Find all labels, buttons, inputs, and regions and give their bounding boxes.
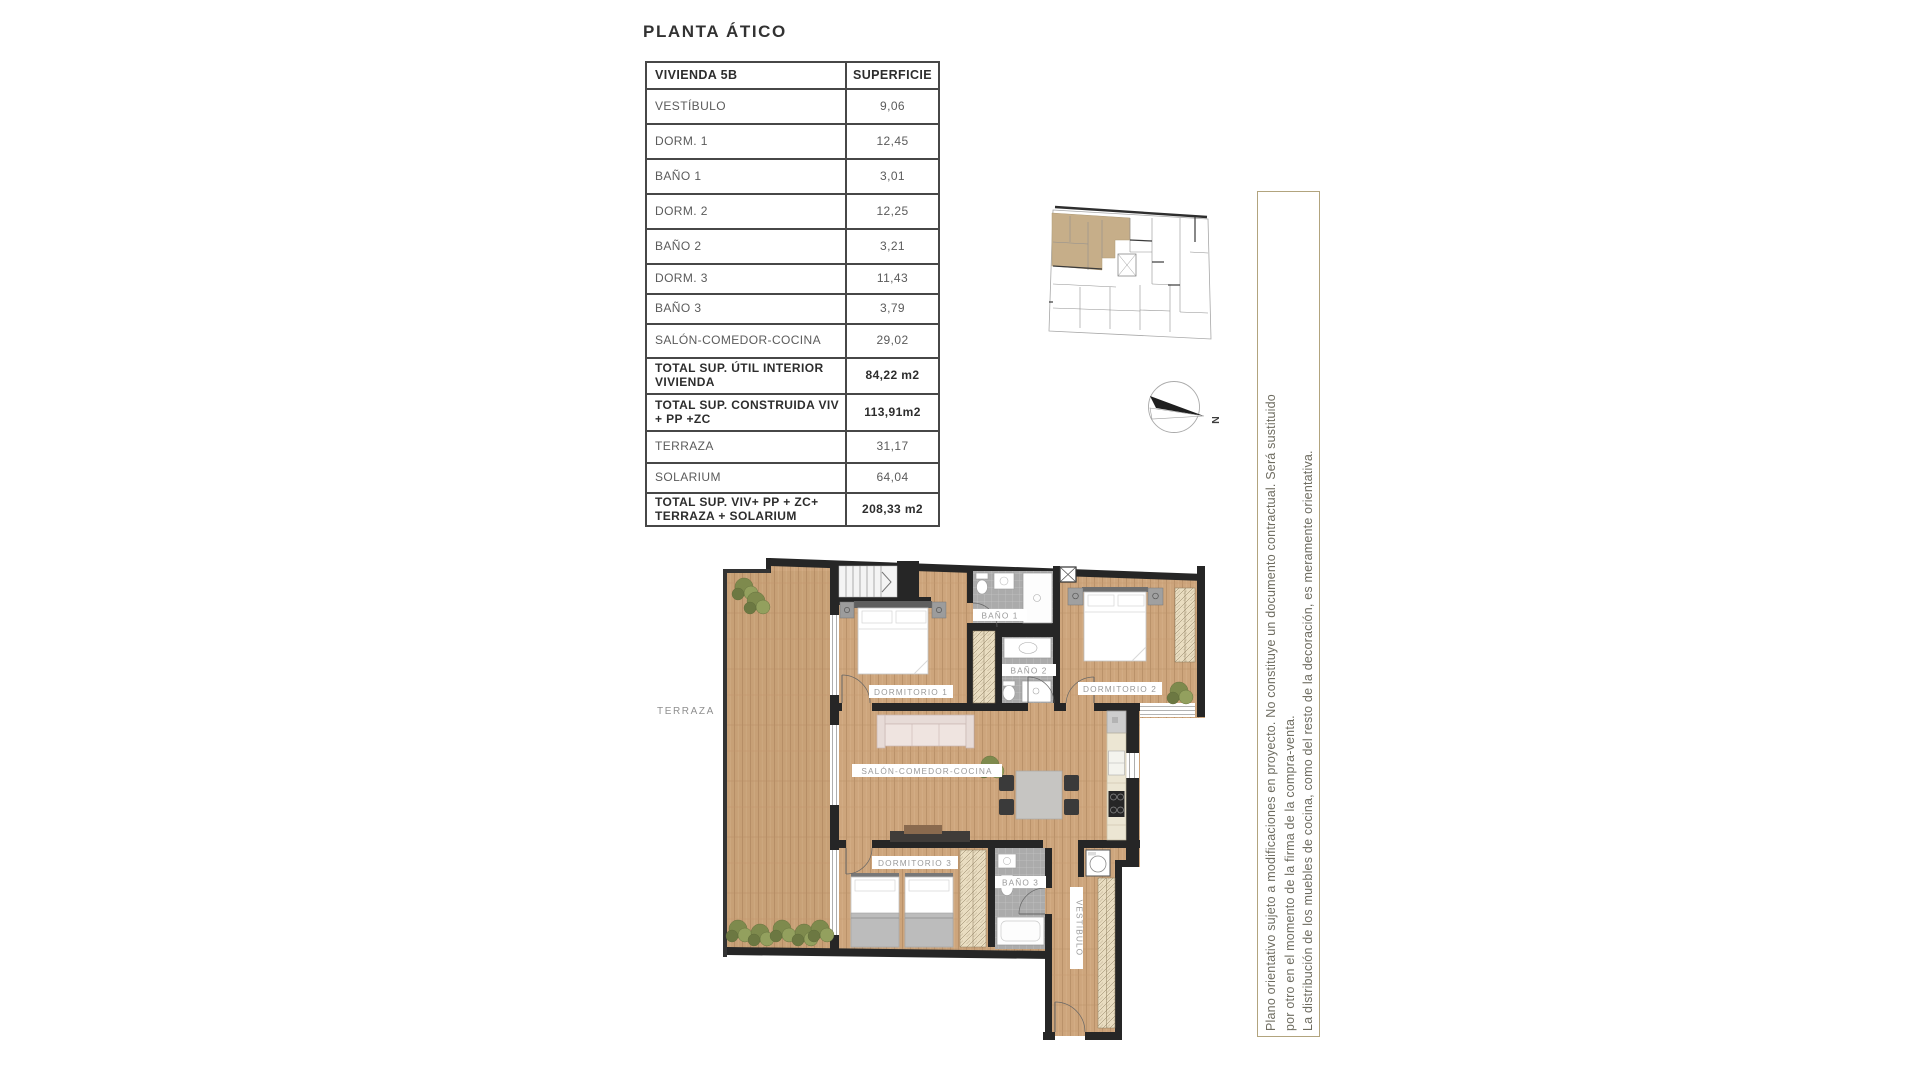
salon-label: SALÓN-COMEDOR-COCINA xyxy=(861,766,993,776)
row-value: 3,79 xyxy=(846,294,939,324)
table-row xyxy=(646,229,939,264)
bano1-label: BAÑO 1 xyxy=(981,610,1019,621)
row-label: SOLARIUM xyxy=(646,463,846,493)
terrace-window xyxy=(830,615,839,695)
table-header-row xyxy=(646,62,939,89)
row-value: 113,91m2 xyxy=(846,394,939,431)
row-label: DORM. 3 xyxy=(646,264,846,294)
dorm2-wardrobe xyxy=(1175,588,1195,662)
dorm1-label: DORMITORIO 1 xyxy=(874,687,948,697)
table-row xyxy=(646,89,939,124)
salon-sofa xyxy=(877,715,974,748)
table-row xyxy=(646,264,939,294)
table-row-total xyxy=(646,358,939,394)
dorm3-label: DORMITORIO 3 xyxy=(878,858,952,868)
table-row xyxy=(646,324,939,358)
row-value: 64,04 xyxy=(846,463,939,493)
row-label: TOTAL SUP. ÚTIL INTERIOR VIVIENDA xyxy=(646,358,846,394)
row-value: 12,45 xyxy=(846,124,939,159)
row-value: 29,02 xyxy=(846,324,939,358)
table-row xyxy=(646,124,939,159)
row-label: TOTAL SUP. CONSTRUIDA VIV + PP +ZC xyxy=(646,394,846,431)
table-row xyxy=(646,159,939,194)
floor-plan xyxy=(718,545,1218,1053)
table-row xyxy=(646,463,939,493)
bano3-label: BAÑO 3 xyxy=(1001,877,1040,888)
row-label: DORM. 2 xyxy=(646,194,846,229)
row-label: DORM. 1 xyxy=(646,124,846,159)
vestibulo-wardrobe xyxy=(1098,878,1115,1028)
table-header-unit: VIVIENDA 5B xyxy=(646,62,846,89)
row-label: VESTÍBULO xyxy=(646,89,846,124)
disclaimer-line: por otro en el momento de la firma de la compra-venta. xyxy=(1282,715,1297,1031)
disclaimer-line: La distribución de los muebles de cocina, como del resto de la decoración, es meramente orientativa. xyxy=(1301,450,1315,1031)
table-header-surface: SUPERFICIE xyxy=(846,62,939,89)
row-label: TOTAL SUP. VIV+ PP + ZC+ TERRAZA + SOLARIUM xyxy=(646,493,846,526)
table-row-total xyxy=(646,394,939,431)
row-label: BAÑO 1 xyxy=(646,159,846,194)
row-value: 9,06 xyxy=(846,89,939,124)
surface-table xyxy=(645,61,940,527)
compass-north-label: N xyxy=(1209,416,1221,424)
table-row-total xyxy=(646,493,939,526)
dorm2-label: DORMITORIO 2 xyxy=(1083,684,1157,694)
disclaimer-line: Plano orientativo sujeto a modificaciones en proyecto. No constituye un documento contractual. Será sustituido xyxy=(1264,394,1278,1031)
kitchen-window xyxy=(1126,753,1139,778)
washing-machine xyxy=(1086,850,1110,876)
row-label: BAÑO 2 xyxy=(646,229,846,264)
terrace-window xyxy=(830,725,839,805)
row-label: TERRAZA xyxy=(646,431,846,463)
terrace-label: TERRAZA xyxy=(657,706,715,717)
row-value: 12,25 xyxy=(846,194,939,229)
vestibulo-label: VESTÍBULO xyxy=(1074,899,1085,957)
table-row xyxy=(646,194,939,229)
row-value: 208,33 m2 xyxy=(846,493,939,526)
page-title: PLANTA ÁTICO xyxy=(643,22,787,41)
dorm2-window xyxy=(1140,703,1195,717)
terrace-floor xyxy=(727,571,830,951)
key-plan xyxy=(1040,192,1220,350)
kitchen-counter xyxy=(1107,711,1126,840)
row-value: 3,21 xyxy=(846,229,939,264)
bano2-label: BAÑO 2 xyxy=(1010,665,1048,676)
dorm3-wardrobe xyxy=(960,850,986,947)
dorm1-wardrobe xyxy=(973,631,995,703)
terrace-window xyxy=(830,850,839,935)
stairs xyxy=(839,566,897,597)
row-label: SALÓN-COMEDOR-COCINA xyxy=(646,324,846,358)
shaft-icon xyxy=(1060,567,1076,582)
row-value: 11,43 xyxy=(846,264,939,294)
table-row xyxy=(646,294,939,324)
row-label: BAÑO 3 xyxy=(646,294,846,324)
row-value: 84,22 m2 xyxy=(846,358,939,394)
disclaimer-text xyxy=(1262,193,1318,1031)
table-row xyxy=(646,431,939,463)
row-value: 31,17 xyxy=(846,431,939,463)
compass xyxy=(1142,376,1232,446)
row-value: 3,01 xyxy=(846,159,939,194)
